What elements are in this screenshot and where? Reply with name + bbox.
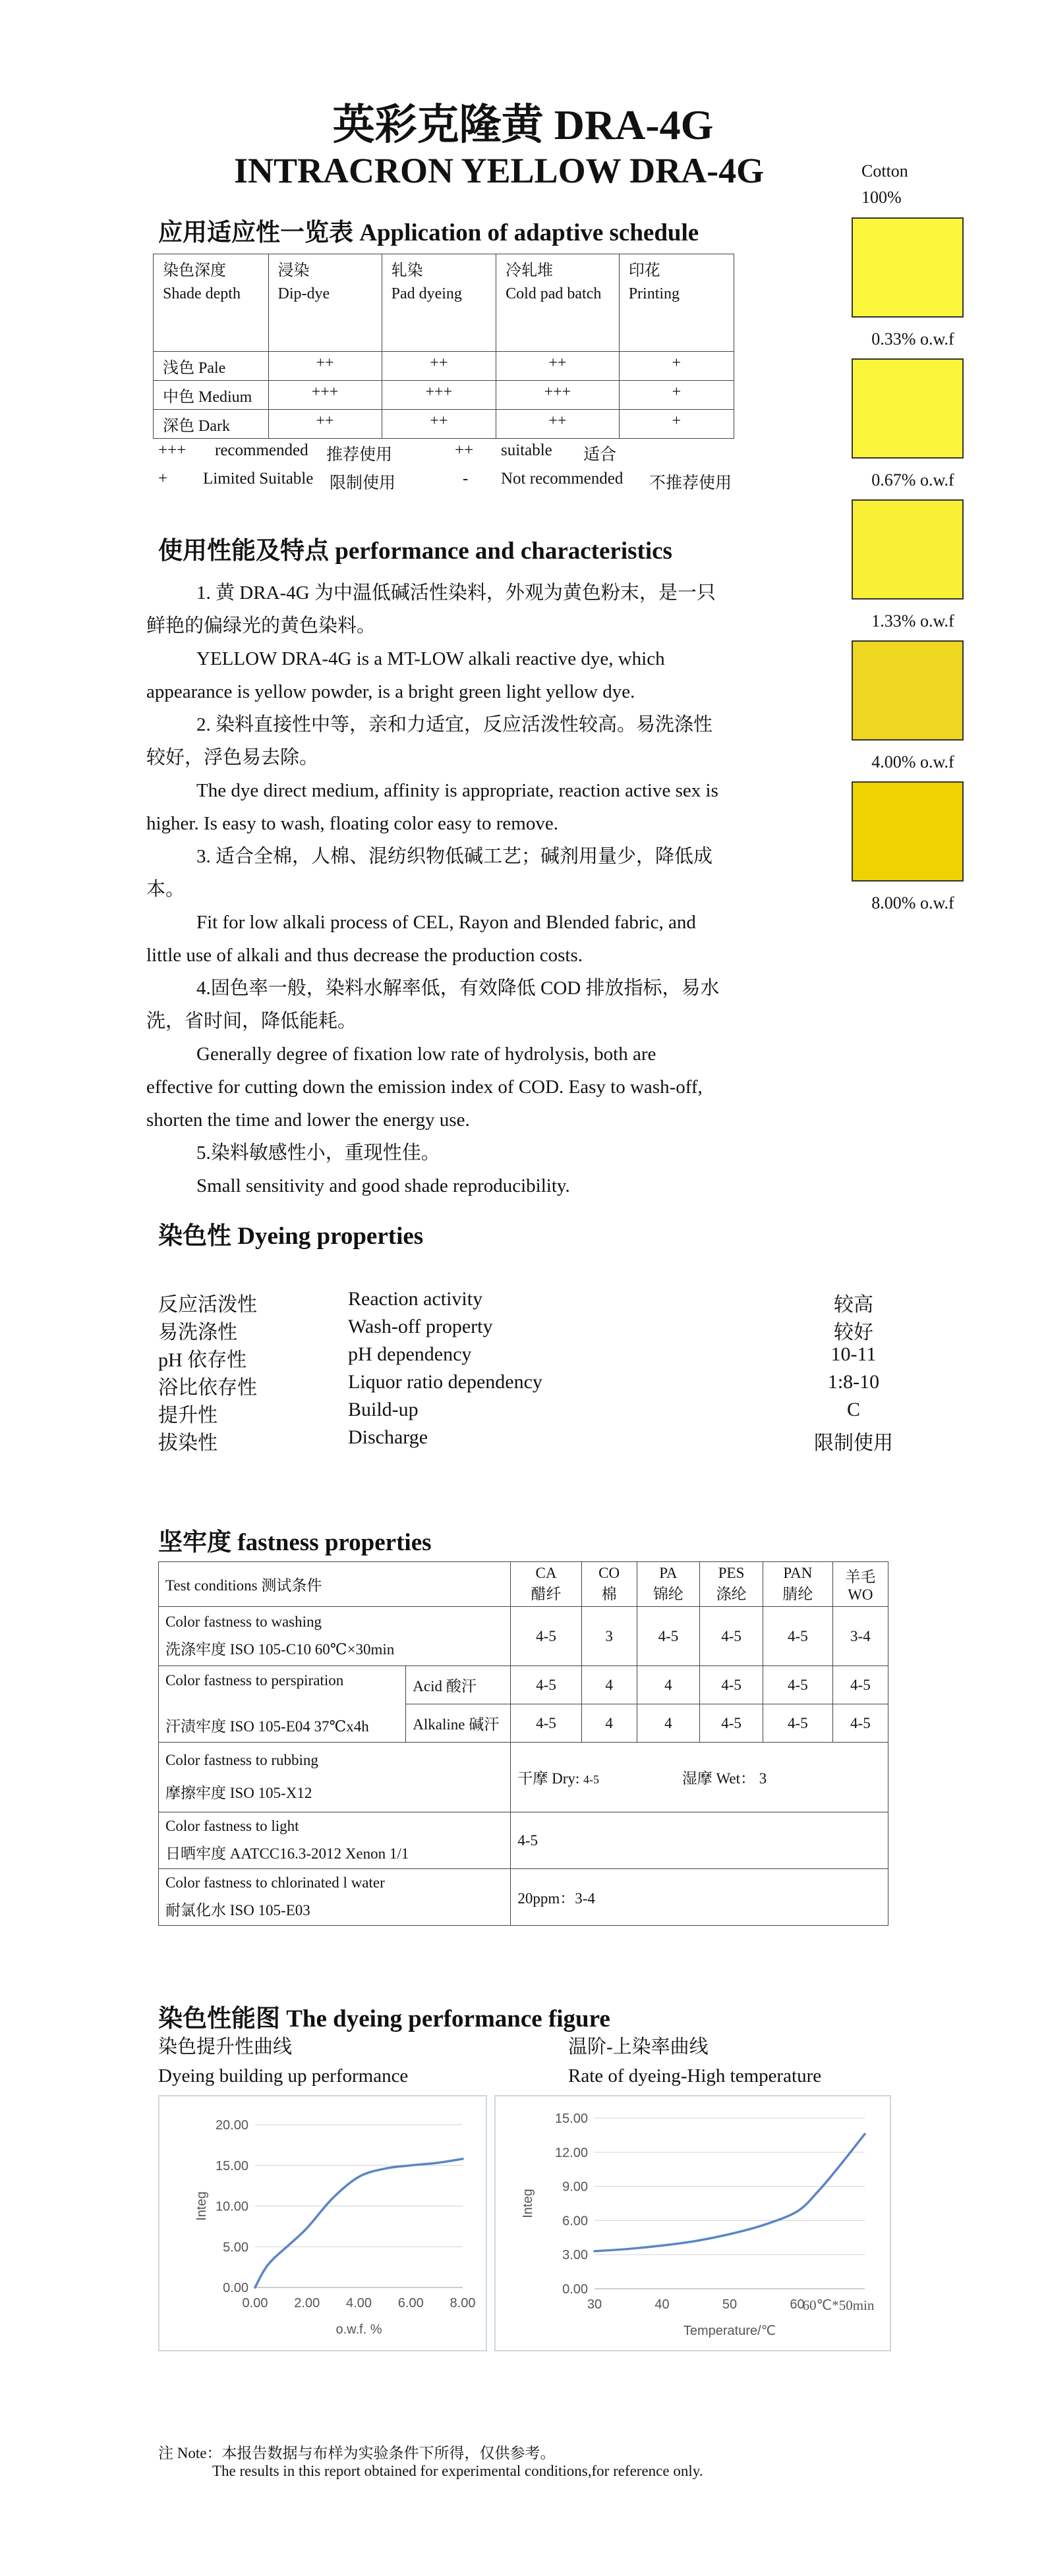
rating-cell: 4-5 [700,1607,763,1666]
paragraph: Small sensitivity and good shade reproducibility. [196,1175,570,1196]
rating-cell: ++ [382,352,496,381]
dyeing-en: Discharge [348,1426,428,1448]
x-tick-label: 30 [587,2297,602,2312]
swatch-label-1: 0.33% o.w.f [871,329,954,349]
rating-cell: 4-5 [700,1704,763,1743]
table-row [154,410,734,439]
paragraph: YELLOW DRA-4G is a MT-LOW alkali reactive dye, which appearance is yellow powder, is a bright green light yellow dye. [146,648,665,702]
note-en: The results in this report obtained for experimental conditions,for reference only. [212,2463,703,2479]
swatch-label-4: 4.00% o.w.f [871,752,954,771]
rating-cell: 4 [637,1666,700,1704]
app-header-cell: 冷轧堆 Cold pad batch [496,254,620,352]
rating-cell: 4-5 [832,1704,888,1743]
swatch-label-3: 1.33% o.w.f [871,611,954,630]
y-tick-label: 10.00 [215,2199,248,2214]
y-tick-label: 12.00 [554,2145,588,2160]
rating-cell: 3 [581,1607,637,1666]
y-tick-label: 5.00 [223,2240,248,2255]
color-swatch-2 [852,358,964,459]
rating-cell: ++ [496,352,620,381]
performance-heading: 使用性能及特点 performance and characteristics [158,538,672,565]
x-tick-label: 8.00 [450,2296,476,2310]
paragraph: Generally degree of fixation low rate of hydrolysis, both are effective for cutting down the emission index of COD. Easy to wash-off, shorten the time and lower the energy use. [146,1044,703,1131]
light-value: 4-5 [511,1812,888,1869]
rating-cell: 4 [581,1704,637,1743]
paragraph: 2. 染料直接性中等，亲和力适宜，反应活泼性较高。易洗涤性较好，浮色易去除。 [146,714,713,768]
y-tick-label: 6.00 [562,2214,588,2229]
rating-cell: 4 [581,1666,637,1704]
left-chart-title: 染色提升性曲线 Dyeing building up performance [158,2036,409,2086]
rubbing-values: 干摩 Dry: 4-5 湿摩 Wet： 3 [511,1743,888,1812]
title-cn: 英彩克隆黄 DRA-4G [332,101,714,148]
rating-cell: 4-5 [511,1704,581,1743]
rating-cell: 3-4 [832,1607,888,1666]
acid-label: Acid 酸汗 [406,1666,511,1704]
y-tick-label: 0.00 [562,2282,588,2297]
swatch-label-2: 0.67% o.w.f [871,470,954,490]
test-conditions-header: Test conditions 测试条件 [159,1562,511,1607]
test-condition-light: Color fastness to light 日晒牢度 AATCC16.3-2012 Xenon 1/1 [159,1812,511,1869]
table-row [159,1666,888,1704]
dyeing-value: C [846,1399,860,1420]
figure-heading: 染色性能图 The dyeing performance figure [158,2005,610,2032]
table-row [159,1743,888,1812]
paragraph: 5.染料敏感性小，重现性佳。 [196,1142,440,1163]
y-tick-label: 20.00 [215,2118,248,2133]
fiber-header: PAN 腈纶 [763,1562,833,1607]
dyeing-value: 较高 [834,1294,873,1316]
table-row [159,1869,888,1926]
y-axis-title: Integ [194,2191,209,2221]
dyeing-value: 限制使用 [814,1432,893,1454]
rating-cell: +++ [268,381,382,410]
shade-cell: 中色 Medium [154,381,269,410]
fastness-header-row [159,1562,888,1607]
dyeing-cn: 反应活泼性 [158,1294,257,1316]
dyeing-heading: 染色性 Dyeing properties [158,1223,424,1250]
test-condition-chlorine: Color fastness to chlorinated l water 耐氯化水 ISO 105-E03 [159,1869,511,1926]
test-condition-washing: Color fastness to washing 洗涤牢度 ISO 105-C10 60℃×30min [159,1607,511,1666]
x-tick-label: 40 [654,2297,670,2312]
swatch-label-5: 8.00% o.w.f [871,893,954,912]
rating-cell: ++ [496,410,620,439]
rating-cell: 4-5 [700,1666,763,1704]
rating-cell: ++ [382,410,496,439]
dyeing-value: 较好 [834,1322,873,1343]
rating-cell: + [619,381,734,410]
test-condition-rubbing: Color fastness to rubbing 摩擦牢度 ISO 105-X12 [159,1743,511,1812]
alkaline-label: Alkaline 碱汗 [406,1704,511,1743]
dyeing-en: Wash-off property [348,1316,493,1337]
rating-cell: 4-5 [763,1607,833,1666]
fiber-header: PES 涤纶 [700,1562,763,1607]
table-row [159,1812,888,1869]
y-axis-title: Integ [521,2189,535,2218]
performance-text [146,576,726,1202]
rating-cell: 4 [637,1704,700,1743]
x-tick-label: 60 [790,2297,805,2312]
title-en: INTRACRON YELLOW DRA-4G [234,151,765,190]
rating-cell: 4-5 [763,1704,833,1743]
shade-cell: 深色 Dark [154,410,269,439]
swatch-header-fiber: Cotton [861,161,908,181]
application-table [153,254,734,439]
dyeing-en: Liquor ratio dependency [348,1371,542,1393]
series-line [255,2159,463,2287]
rating-cell: +++ [382,381,496,410]
table-row [154,381,734,410]
x-tick-label: 4.00 [346,2296,372,2310]
color-swatch-4 [852,640,964,741]
dyeing-cn: 易洗涤性 [158,1322,237,1343]
dyeing-en: Reaction activity [348,1288,483,1310]
app-header-cell: 染色深度 Shade depth [154,254,269,352]
paragraph: The dye direct medium, affinity is appropriate, reaction active sex is higher. Is easy to wash, floating color easy to remove. [146,780,718,834]
app-header-cell: 浸染 Dip-dye [268,254,382,352]
x-tick-label: 2.00 [294,2296,320,2310]
color-swatch-5 [852,781,964,882]
rating-cell: + [619,410,734,439]
application-heading: 应用适应性一览表 Application of adaptive schedule [158,219,699,246]
fastness-heading: 坚牢度 fastness properties [158,1529,432,1556]
swatch-header-percent: 100% [861,188,902,207]
paragraph: 3. 适合全棉，人棉、混纺织物低碱工艺；碱剂用量少，降低成本。 [146,846,713,900]
dyeing-cn: 拔染性 [158,1432,218,1454]
temperature-chart [494,2095,891,2351]
rating-cell: + [619,352,734,381]
paragraph: 4.固色率一般，染料水解率低，有效降低 COD 排放指标，易水洗，省时间，降低能耗。 [146,978,720,1032]
color-swatch-3 [852,499,964,600]
y-tick-label: 3.00 [562,2248,588,2263]
paragraph: Fit for low alkali process of CEL, Rayon and Blended fabric, and little use of alkali and thus decrease the production costs. [146,912,696,966]
app-header-cell: 印花 Printing [619,254,734,352]
dyeing-en: pH dependency [348,1343,472,1365]
rating-cell: 4-5 [637,1607,700,1666]
color-swatch-1 [852,217,964,318]
paragraph: 1. 黄 DRA-4G 为中温低碱活性染料，外观为黄色粉末，是一只鲜艳的偏绿光的黄色染料。 [146,582,716,636]
application-header-row [154,254,734,352]
rating-cell: 4-5 [511,1666,581,1704]
x-tick-label: 0.00 [242,2296,268,2310]
rating-cell: ++ [268,410,382,439]
x-extra-label: 60℃*50min [802,2297,875,2313]
rating-cell: 4-5 [832,1666,888,1704]
x-tick-label: 6.00 [397,2296,424,2310]
fiber-header: CO 棉 [581,1562,637,1607]
table-row [159,1607,888,1666]
dyeing-value: 10-11 [830,1343,877,1365]
x-tick-label: 50 [722,2297,738,2312]
fiber-header: 羊毛 WO [832,1562,888,1607]
build-up-chart-svg [160,2096,486,2350]
y-tick-label: 15.00 [215,2158,248,2173]
test-condition-perspiration: Color fastness to perspiration 汗渍牢度 ISO 105-E04 37℃x4h [159,1666,406,1743]
shade-cell: 浅色 Pale [154,352,269,381]
y-tick-label: 0.00 [223,2281,248,2295]
build-up-chart [158,2095,487,2351]
dyeing-cn: 提升性 [158,1405,218,1426]
dyeing-value: 1:8-10 [827,1371,880,1393]
right-chart-title: 温阶-上染率曲线 Rate of dyeing-High temperature [568,2036,822,2086]
chlorine-value: 20ppm：3-4 [511,1869,888,1926]
rating-cell: 4-5 [763,1666,833,1704]
x-axis-title: Temperature/℃ [683,2324,776,2338]
x-axis-title: o.w.f. % [335,2322,382,2337]
dyeing-cn: 浴比依存性 [158,1377,257,1399]
y-tick-label: 9.00 [562,2179,588,2195]
note-cn: 注 Note：本报告数据与布样为实验条件下所得，仅供参考。 [158,2445,556,2461]
fastness-table [158,1561,888,1926]
dyeing-cn: pH 依存性 [158,1349,247,1371]
rating-cell: 4-5 [511,1607,581,1666]
fiber-header: PA 锦纶 [637,1562,700,1607]
temperature-chart-svg [496,2096,890,2350]
table-row [154,352,734,381]
series-line [595,2134,865,2251]
y-tick-label: 15.00 [554,2112,588,2126]
app-header-cell: 轧染 Pad dyeing [382,254,496,352]
swatch-header [861,158,908,211]
rating-cell: +++ [496,381,620,410]
dyeing-en: Build-up [348,1399,419,1420]
rating-cell: ++ [268,352,382,381]
fiber-header: CA 醋纤 [511,1562,581,1607]
